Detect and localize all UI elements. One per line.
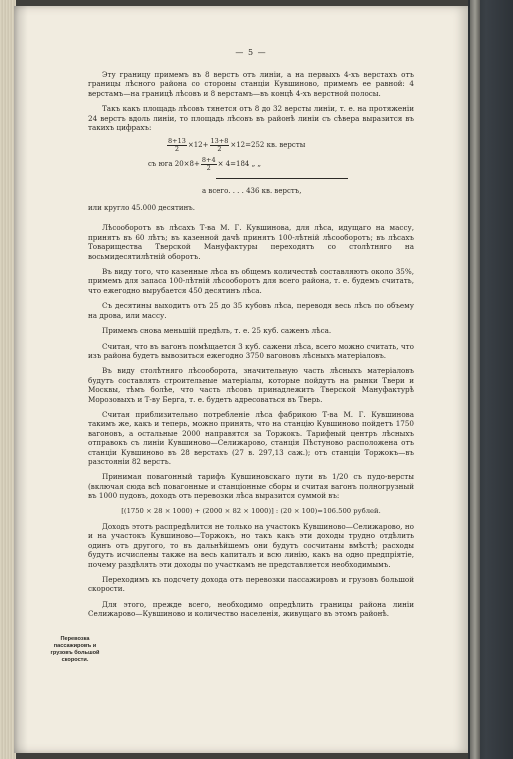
- paragraph-4: Въ виду того, что казенные лѣса въ общемъ количествѣ составляютъ около 35%, примемъ для запаса 100-лѣтній лѣсооборотъ для всего района, т. е. будемъ считать, что ежегодно вырубается 450 десятинъ лѣса.: [88, 267, 414, 295]
- paragraph-7: Считая, что въ вагонъ помѣщается 3 куб. сажени лѣса, всего можно считать, что изъ района будетъ вывозиться ежегодно 3750 вагоновъ лѣсныхъ матеріаловъ.: [88, 341, 414, 360]
- area-calculation: [88, 138, 414, 213]
- cover-edge: [470, 0, 480, 759]
- fraction: $\frac{13+8}{2}$: [210, 137, 229, 154]
- calc-rounded: или кругло 45.000 десятинъ.: [88, 204, 195, 213]
- page-number: — 5 —: [235, 48, 267, 57]
- margin-note: Перевозка пассажировъ и грузовъ большой скорости.: [50, 636, 100, 663]
- gutter-shadow: [14, 6, 28, 753]
- sum-rule: [216, 178, 348, 179]
- paragraph-5: Съ десятины выходитъ отъ 25 до 35 кубовъ лѣса, переводя весь лѣсъ по объему на дрова, или массу.: [88, 301, 414, 320]
- paragraph-2: Такъ какъ площадь лѣсовъ тянется отъ 8 до 32 версты линіи, т. е. на протяженіи 24 верстъ вдоль линіи, то площадь лѣсовъ въ районѣ линіи съ сѣвера выразится въ такихъ цифрахъ:: [88, 104, 414, 133]
- paragraph-13: Для этого, прежде всего, необходимо опредѣлить границы района линіи Селижарово—Кувшиново и количество населенія, живущаго въ этомъ районѣ.: [88, 599, 414, 619]
- income-formula: [(1750 × 28 × 1000) + (2000 × 82 × 1000)] : (20 × 100)=106.500 рублей.: [121, 506, 381, 515]
- north-calculation: $\frac{8+13}{2}$ ×12+ $\frac{13+8}{2}$ ×12=252 кв. версты: [168, 137, 306, 154]
- fraction: $\frac{8+13}{2}$: [168, 137, 186, 154]
- paragraph-6: Примемъ снова меньшій предѣлъ, т. е. 25 куб. саженъ лѣса.: [102, 326, 332, 336]
- paragraph-12: Переходимъ къ подсчету дохода отъ перевозки пассажировъ и грузовъ большой скорости.: [88, 575, 414, 594]
- paragraph-3: Лѣсооборотъ въ лѣсахъ Т-ва М. Г. Кувшинова, для лѣса, идущаго на массу, принятъ въ 60 лѣтъ; въ казенной дачѣ принятъ 100-лѣтній лѣсооборотъ; въ лѣсахъ Товарищества Тверской Мануфактуры переходятъ со столѣтняго на восьмидесятилѣтній оборотъ.: [88, 223, 414, 261]
- fraction: $\frac{8+4}{2}$: [201, 156, 216, 173]
- calc-total: а всего. . . . 436 кв. верстъ,: [202, 187, 302, 196]
- paragraph-10: Принимая повагонный тарифъ Кувшиновскаго пути въ 1/20 съ пудо-версты (включая сюда всѣ повагонные и станціонные сборы и считая вагонъ полногрузный въ 1000 пудовъ, доходъ отъ перевозки лѣса выразится суммой въ:: [88, 472, 414, 501]
- page-content: [88, 48, 414, 625]
- south-calculation: съ юга 20×8+ $\frac{8+4}{2}$ × 4=184 „ „: [148, 156, 262, 173]
- paragraph-1: Эту границу примемъ въ 8 верстъ отъ линіи, а на первыхъ 4-хъ верстахъ отъ границы лѣсного района со стороны станціи Кувшиново, примемъ ее равной: 4 верстамъ—на границѣ лѣсовъ и 8 верстамъ—въ концѣ 4-хъ верстной полосы.: [88, 70, 414, 98]
- paragraph-9: Считая приблизительно потребленіе лѣса фабрикою Т-ва М. Г. Кувшинова такимъ же, какъ и теперь, можно принять, что на станцію Кувшиново пойдетъ 1750 вагоновъ, а остальные 2000 направятся за Торжокъ. Тарифный центръ лѣсныхъ отправокъ съ линіи Кувшиново—Селижарово, станція Пѣстуново расположена отъ станціи Кувшиново въ 28 верстахъ (27 в. 297,13 саж.); отъ станціи Торжокъ—въ разстояніи 82 верстъ.: [88, 409, 414, 466]
- paragraph-11: Доходъ этотъ распредѣлится не только на участокъ Кувшиново—Селижарово, но и на участокъ Кувшиново—Торжокъ, но такъ какъ эти доходы трудно отдѣлить одинъ отъ другого, то въ дальнѣйшемъ они будутъ сосчитаны вмѣстѣ; расходы будутъ исчислены также на весь капиталъ и всю линію, какъ на одно предпріятіе, почему раздѣлять эти доходы по участкамъ не представляется необходимымъ.: [88, 522, 414, 569]
- paragraph-8: Въ виду столѣтняго лѣсооборота, значительную часть лѣсныхъ матеріаловъ будутъ составлять строительные матеріалы, которые пойдутъ на рынки Твери и Москвы, тѣмъ болѣе, что часть лѣсовъ принадлежитъ Тверской Мануфактурѣ Морозовыхъ и Т-ву Берга, т. е. будетъ адресоваться въ Тверь.: [88, 366, 414, 404]
